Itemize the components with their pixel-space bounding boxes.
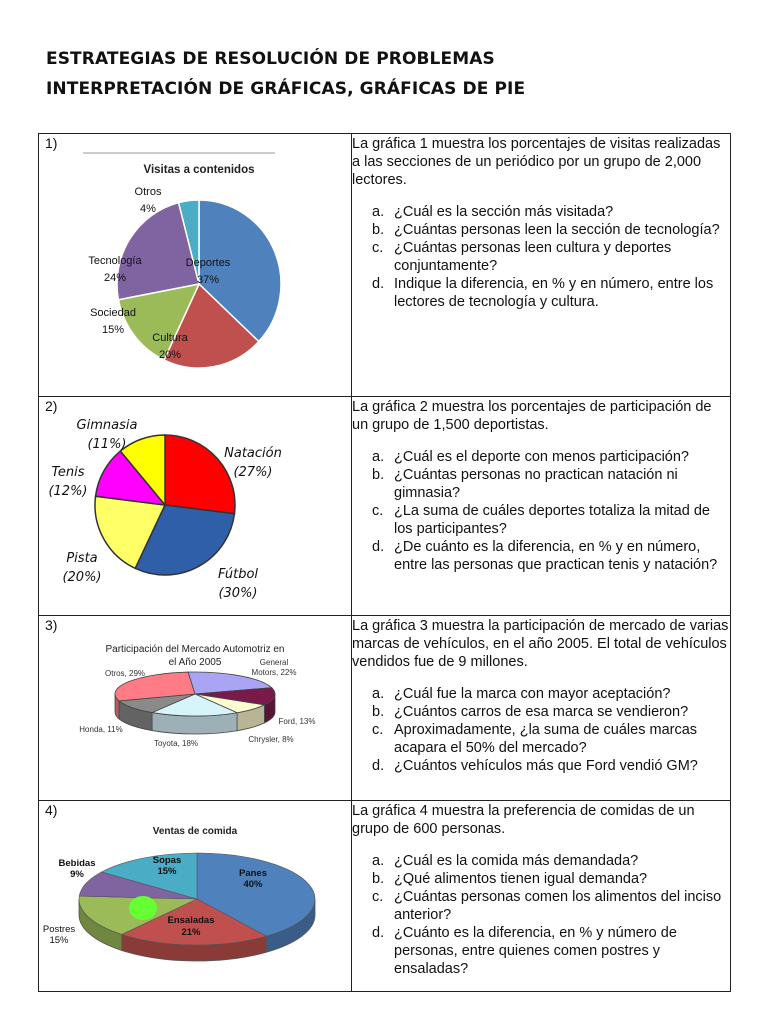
question-text: ¿Cuántas personas leen cultura y deportes conjuntamente? — [394, 240, 672, 274]
chart-title: Visitas a contenidos — [143, 164, 255, 176]
question-text: ¿Cuántas personas leen la sección de tecnología? — [394, 222, 720, 238]
pie-slices — [115, 672, 275, 734]
question-text: ¿Cuánto es la diferencia, en % y número de personas, entre quienes comen postres y ensaladas? — [394, 925, 677, 977]
pie-chart-comida — [39, 801, 351, 986]
question-text: Aproximadamente, ¿la suma de cuáles marcas acapara el 50% del mercado? — [394, 722, 698, 756]
question-letter: a. — [372, 449, 385, 465]
pie-slices — [95, 435, 235, 575]
slice-value: 15% — [101, 324, 125, 336]
question-text: ¿Cuál es la comida más demandada? — [394, 853, 639, 869]
question-letter: a. — [372, 853, 385, 869]
slice-value: (27%) — [233, 465, 273, 480]
question-letter: d. — [372, 276, 385, 292]
question-item — [352, 275, 730, 311]
question-letter: a. — [372, 686, 385, 702]
slice-label: Honda, 11% — [79, 725, 123, 734]
question-item — [352, 757, 730, 775]
slice-label: Chrysler, 8% — [248, 735, 294, 744]
slice-label: Toyota, 18% — [153, 739, 199, 748]
question-item — [352, 538, 730, 574]
question-list — [352, 852, 730, 978]
question-letter: c. — [372, 503, 384, 519]
slice-label: Tenis — [51, 465, 85, 480]
slice-label: Deportes — [185, 257, 231, 269]
slice-value: 20% — [158, 349, 182, 361]
question-cell-1 — [352, 134, 731, 397]
slice-value: (30%) — [218, 586, 258, 601]
pie-slices — [79, 853, 315, 961]
pie-chart-automotriz — [39, 616, 351, 795]
exercise-row-3 — [39, 616, 731, 801]
slice-value: 37% — [196, 274, 220, 286]
exercise-row-1 — [39, 134, 731, 397]
exercise-number: 4) — [45, 802, 58, 818]
slice-label: Motors, 22% — [251, 668, 297, 677]
worksheet-title: ESTRATEGIAS DE RESOLUCIÓN DE PROBLEMAS — [46, 49, 495, 69]
chart-title: Participación del Mercado Automotriz en el Año 2005 — [105, 644, 285, 668]
question-letter: d. — [372, 925, 385, 941]
question-letter: b. — [372, 871, 385, 887]
question-text: ¿Cuál es la sección más visitada? — [394, 204, 614, 220]
question-text: ¿Qué alimentos tienen igual demanda? — [394, 871, 648, 887]
exercise-row-2 — [39, 397, 731, 616]
question-cell-2 — [352, 397, 731, 616]
slice-label: Pista — [66, 551, 98, 566]
exercise-number: 3) — [45, 617, 58, 633]
question-text: ¿Cuántos carros de esa marca se vendieron? — [394, 704, 689, 720]
question-list — [352, 448, 730, 574]
slice-label: Fútbol — [217, 567, 259, 582]
slice-label: Postres — [42, 924, 76, 935]
question-item — [352, 239, 730, 275]
exercise-intro: La gráfica 2 muestra los porcentajes de participación de un grupo de 1,500 deportistas. — [352, 399, 712, 433]
question-item — [352, 685, 730, 703]
slice-label: Natación — [224, 446, 282, 461]
slice-value: (20%) — [62, 570, 102, 585]
exercise-number: 1) — [45, 135, 58, 151]
pie-chart-deportes — [39, 397, 351, 610]
chart-cell-2 — [39, 397, 352, 616]
question-text: ¿De cuánto es la diferencia, en % y en número, entre las personas que practican tenis y natación? — [394, 539, 718, 573]
chart-title: Ventas de comida — [152, 826, 238, 837]
question-text: Indique la diferencia, en % y en número, entre los lectores de tecnología y cultura. — [394, 276, 714, 310]
slice-label: Gimnasia — [76, 418, 138, 433]
chart-cell-1 — [39, 134, 352, 397]
slice-label: Ford, 13% — [278, 717, 316, 726]
question-letter: d. — [372, 758, 385, 774]
slice-label: Otros, 29% — [104, 669, 146, 678]
chart-cell-3 — [39, 616, 352, 801]
slice-value: 15% — [157, 866, 177, 877]
question-letter: b. — [372, 704, 385, 720]
exercise-number: 2) — [45, 398, 58, 414]
slice-value: 15% — [49, 935, 69, 946]
slice-value: (12%) — [48, 484, 88, 499]
slice-value: 9% — [70, 869, 84, 880]
question-text: ¿La suma de cuáles deportes totaliza la mitad de los participantes? — [394, 503, 710, 537]
question-letter: c. — [372, 889, 384, 905]
question-item — [352, 703, 730, 721]
question-item — [352, 888, 730, 924]
exercise-intro: La gráfica 4 muestra la preferencia de comidas de un grupo de 600 personas. — [352, 803, 695, 837]
slice-label: Sociedad — [90, 307, 136, 319]
slice-label: Tecnología — [88, 255, 142, 267]
question-letter: c. — [372, 722, 384, 738]
question-list — [352, 203, 730, 311]
question-item — [352, 924, 730, 978]
question-text: ¿Cuál fue la marca con mayor aceptación? — [394, 686, 671, 702]
slice-label: Panes — [239, 868, 267, 879]
slice-label: Sopas — [152, 855, 182, 866]
question-cell-3 — [352, 616, 731, 801]
slice-value: 40% — [243, 879, 263, 890]
worksheet-subtitle: INTERPRETACIÓN DE GRÁFICAS, GRÁFICAS DE PIE — [46, 79, 526, 99]
question-letter: d. — [372, 539, 385, 555]
slice-label: Bebidas — [58, 858, 96, 869]
question-item — [352, 448, 730, 466]
question-letter: c. — [372, 240, 384, 256]
slice-value: (11%) — [87, 437, 127, 452]
question-text: ¿Cuántas personas no practican natación ni gimnasia? — [394, 467, 678, 501]
slice-label: Ensaladas — [167, 915, 215, 926]
question-item — [352, 721, 730, 757]
question-list — [352, 685, 730, 775]
pie-chart-visitas — [39, 134, 351, 391]
highlight-mark — [129, 896, 157, 920]
exercise-table — [38, 133, 731, 992]
question-letter: b. — [372, 467, 385, 483]
slice-label: General — [259, 658, 289, 667]
question-text: ¿Cuántos vehículos más que Ford vendió GM? — [394, 758, 698, 774]
slice-label: Cultura — [152, 332, 188, 344]
exercise-intro: La gráfica 3 muestra la participación de mercado de varias marcas de vehículos, en el año 2005. El total de vehículos vendidos fue de 9 millones. — [352, 618, 729, 670]
exercise-intro: La gráfica 1 muestra los porcentajes de visitas realizadas a las secciones de un periódico por un grupo de 2,000 lectores. — [352, 136, 721, 188]
question-item — [352, 502, 730, 538]
question-item — [352, 870, 730, 888]
question-letter: a. — [372, 204, 385, 220]
question-item — [352, 203, 730, 221]
question-text: ¿Cuál es el deporte con menos participación? — [394, 449, 689, 465]
question-item — [352, 221, 730, 239]
question-item — [352, 852, 730, 870]
slice-value: 21% — [181, 927, 201, 938]
exercise-row-4 — [39, 801, 731, 992]
question-cell-4 — [352, 801, 731, 992]
chart-cell-4 — [39, 801, 352, 992]
slice-value: 24% — [103, 272, 127, 284]
slice-label: Otros — [134, 186, 162, 198]
question-item — [352, 466, 730, 502]
slice-value: 4% — [140, 203, 156, 215]
question-text: ¿Cuántas personas comen los alimentos del inciso anterior? — [394, 889, 722, 923]
question-letter: b. — [372, 222, 385, 238]
